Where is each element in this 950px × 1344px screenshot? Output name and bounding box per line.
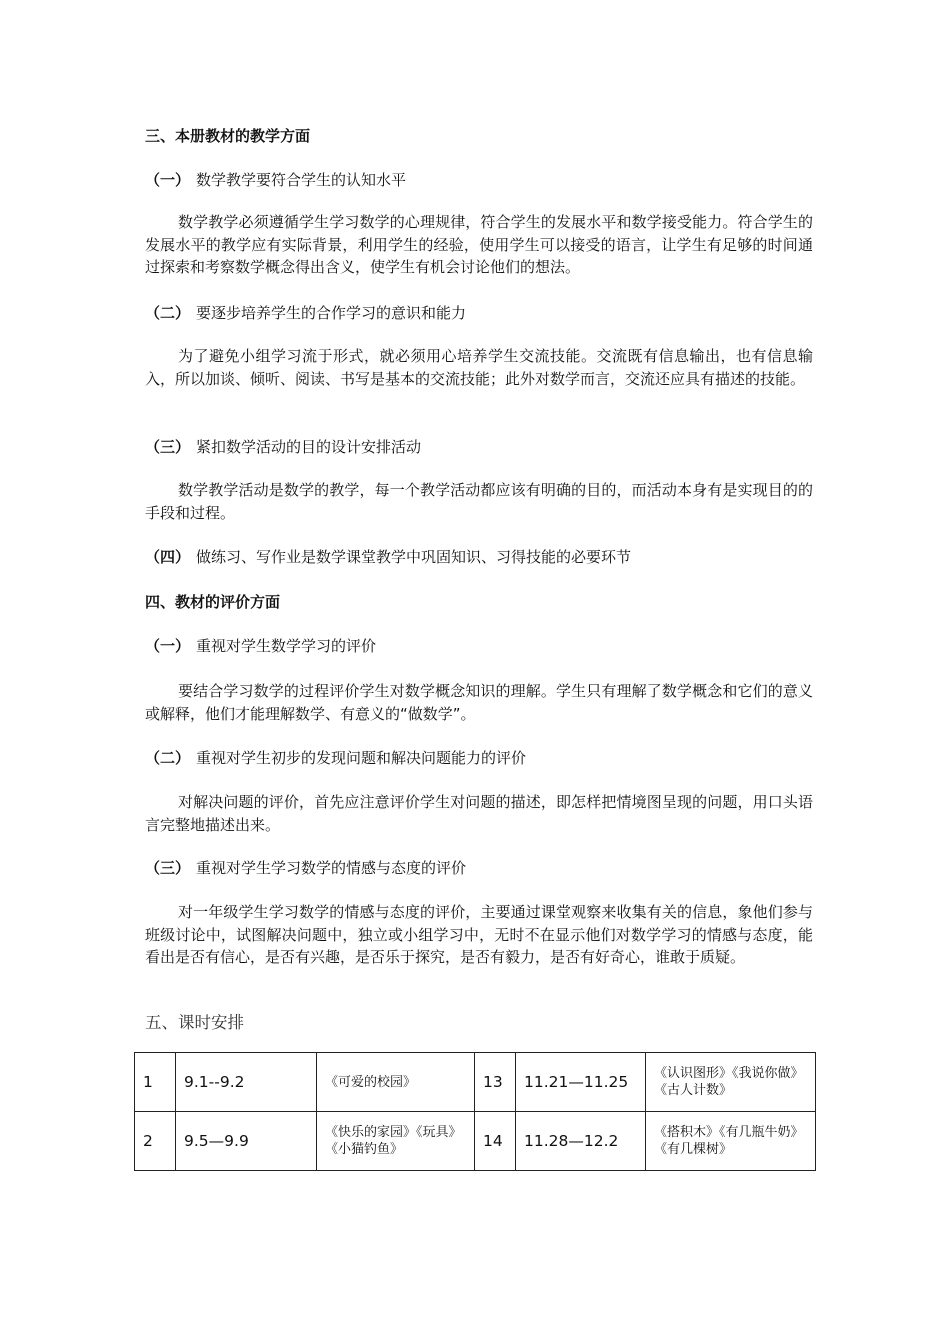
paragraph: 数学教学活动是数学的教学，每一个教学活动都应该有明确的目的，而活动本身有是实现目的的手段和过程。 [145, 481, 813, 522]
subsection-heading [145, 547, 813, 567]
subsection-title: 要逐步培养学生的合作学习的意识和能力 [196, 304, 467, 322]
paragraph: 对解决问题的评价，首先应注意评价学生对问题的描述，即怎样把情境图呈现的问题，用口头语言完整地描述出来。 [145, 793, 813, 834]
subsection-heading [145, 636, 813, 656]
paragraph: 对一年级学生学习数学的情感与态度的评价，主要通过课堂观察来收集有关的信息，象他们参与班级讨论中，试图解决问题中，独立或小组学习中，无时不在显示他们对数学学习的情感与态度，能看出是否有信心，是否有兴趣，是否乐于探究，是否有毅力，是否有好奇心，谁敢于质疑。 [145, 903, 813, 966]
week-cell: 2 [135, 1112, 176, 1171]
week-cell: 1 [135, 1053, 176, 1112]
table-row [135, 1112, 816, 1171]
subsection-title: 重视对学生初步的发现问题和解决问题能力的评价 [196, 749, 527, 767]
subsection-heading [145, 170, 813, 190]
week-cell: 14 [475, 1112, 516, 1171]
subsection-number: （二） [145, 304, 191, 322]
paragraph: 为了避免小组学习流于形式，就必须用心培养学生交流技能。交流既有信息输出，也有信息输入，所以加谈、倾听、阅读、书写是基本的交流技能；此外对数学而言，交流还应具有描述的技能。 [145, 347, 813, 388]
course-cell: 《可爱的校园》 [317, 1053, 475, 1112]
subsection-title: 数学教学要符合学生的认知水平 [196, 171, 407, 189]
subsection-number: （三） [145, 859, 191, 877]
schedule-table [134, 1052, 816, 1171]
subsection-title: 紧扣数学活动的目的设计安排活动 [196, 438, 422, 456]
course-cell: 《搭积木》《有几瓶牛奶》《有几棵树》 [646, 1112, 816, 1171]
course-cell: 《快乐的家园》《玩具》《小猫钓鱼》 [317, 1112, 475, 1171]
subsection-number: （四） [145, 548, 191, 566]
subsection-heading [145, 437, 813, 457]
section-heading: 三、本册教材的教学方面 [145, 127, 311, 145]
subsection-heading [145, 748, 813, 768]
subsection-title: 重视对学生学习数学的情感与态度的评价 [196, 859, 467, 877]
section-heading: 五、课时安排 [145, 1013, 244, 1032]
course-cell: 《认识图形》《我说你做》《古人计数》 [646, 1053, 816, 1112]
subsection-title: 做练习、写作业是数学课堂教学中巩固知识、习得技能的必要环节 [196, 548, 632, 566]
date-cell: 9.1--9.2 [176, 1053, 317, 1112]
subsection-heading [145, 303, 813, 323]
subsection-number: （一） [145, 637, 191, 655]
paragraph: 数学教学必须遵循学生学习数学的心理规律，符合学生的发展水平和数学接受能力。符合学生的发展水平的教学应有实际背景，利用学生的经验，使用学生可以接受的语言，让学生有足够的时间通过探索和考察数学概念得出含义，使学生有机会讨论他们的想法。 [145, 213, 813, 276]
subsection-number: （一） [145, 171, 191, 189]
subsection-number: （三） [145, 438, 191, 456]
paragraph: 要结合学习数学的过程评价学生对数学概念知识的理解。学生只有理解了数学概念和它们的意义或解释，他们才能理解数学、有意义的“做数学”。 [145, 682, 813, 723]
subsection-title: 重视对学生数学学习的评价 [196, 637, 377, 655]
subsection-number: （二） [145, 749, 191, 767]
date-cell: 9.5—9.9 [176, 1112, 317, 1171]
table-row [135, 1053, 816, 1112]
subsection-heading [145, 858, 813, 878]
date-cell: 11.21—11.25 [516, 1053, 646, 1112]
week-cell: 13 [475, 1053, 516, 1112]
date-cell: 11.28—12.2 [516, 1112, 646, 1171]
section-heading: 四、教材的评价方面 [145, 593, 281, 611]
